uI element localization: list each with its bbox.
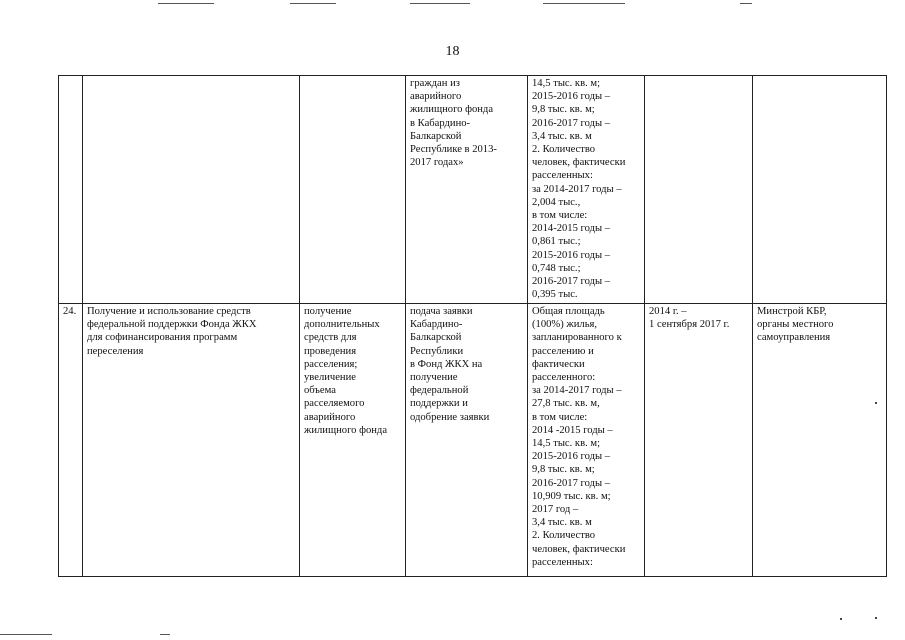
- period-cell: 2014 г. – 1 сентября 2017 г.: [645, 304, 753, 577]
- scan-mark: [290, 3, 336, 4]
- result-cell: [300, 76, 406, 304]
- scan-mark: [410, 3, 470, 4]
- scan-mark: [543, 3, 625, 4]
- scan-mark: [160, 634, 170, 635]
- period-cell: [645, 76, 753, 304]
- target-value-cell: Общая площадь (100%) жилья, запланированного к расселению и фактически расселенного: за 2014-2017 годы – 27,8 тыс. кв. м, в том числе: 2014 -2015 годы – 14,5 тыс. кв. м; 2015-2016 годы – 9,8 тыс. кв. м; 2016-2017 годы – 10,909 тыс. кв. м; 2017 год – 3,4 тыс. кв. м 2. Количество человек, фактически расселенных:: [528, 304, 645, 577]
- table-row: [59, 304, 887, 577]
- page-number: 18: [445, 44, 460, 59]
- row-number: 24.: [59, 304, 83, 577]
- result-cell: получение дополнительных средств для проведения расселения; увеличение объема расселяемого аварийного жилищного фонда: [300, 304, 406, 577]
- measure-cell: Получение и использование средств федеральной поддержки Фонда ЖКХ для софинансирования программ переселения: [83, 304, 300, 577]
- scan-mark: [0, 634, 52, 635]
- program-measures-table: [58, 75, 887, 577]
- measure-cell: [83, 76, 300, 304]
- target-value-cell: 14,5 тыс. кв. м; 2015-2016 годы – 9,8 тыс. кв. м; 2016-2017 годы – 3,4 тыс. кв. м 2. Количество человек, фактически расселенных: за 2014-2017 годы – 2,004 тыс., в том числе: 2014-2015 годы – 0,861 тыс.; 2015-2016 годы – 0,748 тыс.; 2016-2017 годы – 0,395 тыс.: [528, 76, 645, 304]
- scan-speck: [875, 617, 877, 619]
- row-number: [59, 76, 83, 304]
- indicator-cell: подача заявки Кабардино- Балкарской Республики в Фонд ЖКХ на получение федеральной поддержки и одобрение заявки: [406, 304, 528, 577]
- scan-speck: [840, 618, 842, 620]
- table-row: [59, 76, 887, 304]
- scan-mark: [740, 3, 752, 4]
- executor-cell: [753, 76, 887, 304]
- indicator-cell: граждан из аварийного жилищного фонда в Кабардино- Балкарской Республике в 2013- 2017 годах»: [406, 76, 528, 304]
- executor-cell: Минстрой КБР, органы местного самоуправления: [753, 304, 887, 577]
- scan-mark: [158, 3, 214, 4]
